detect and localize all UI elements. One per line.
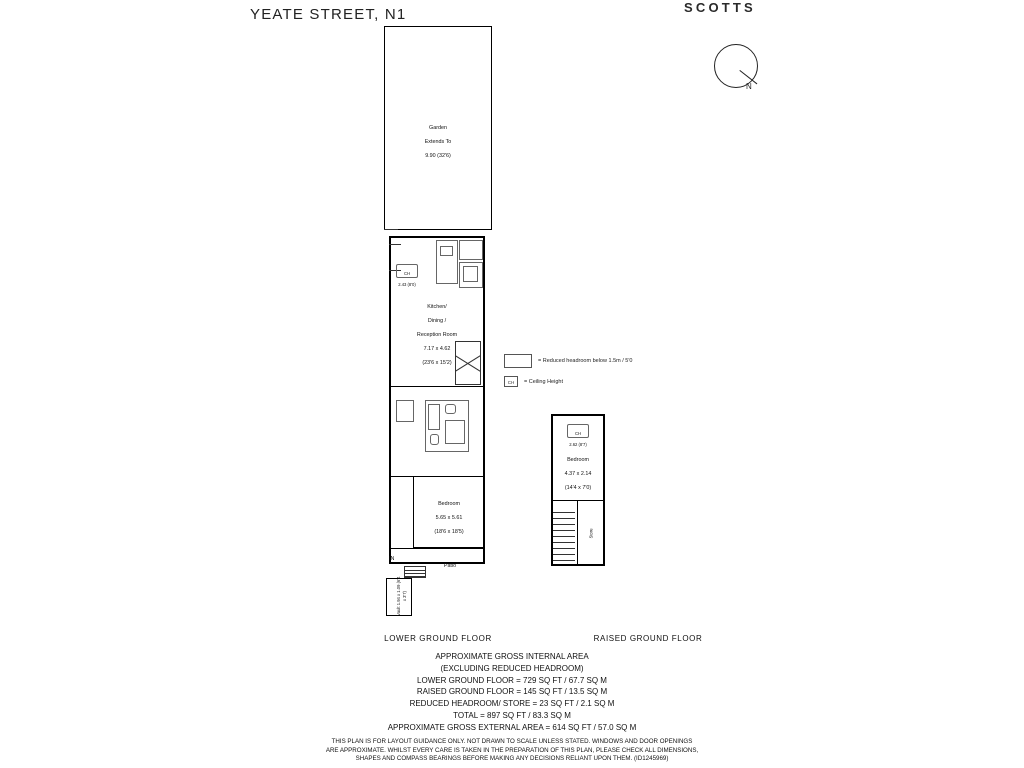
floor-caption-lower: LOWER GROUND FLOOR [384,634,492,643]
compass-north-label: N [746,82,752,91]
page-title: YEATE STREET, N1 [250,6,407,23]
key-row-reduced-headroom [504,354,744,368]
area-heading-1: APPROXIMATE GROSS INTERNAL AREA [435,652,589,661]
disclaimer-line-1: THIS PLAN IS FOR LAYOUT GUIDANCE ONLY. NOT DRAWN TO SCALE UNLESS STATED. WINDOWS AND DOOR OPENINGS [331,738,693,745]
garden-corner-line [384,229,398,230]
disclaimer [0,738,1024,764]
bedroom-raised-label: Bedroom 4.37 x 2.14 (14'4 x 7'0) [564,457,592,491]
wc-fitting [430,434,439,445]
ceiling-height-kitchen-label: CH 2.43 (8'0) [398,271,416,288]
area-summary [0,651,1024,734]
area-line-2: RAISED GROUND FLOOR = 145 SQ FT / 13.5 SQ M [416,687,608,697]
wall-internal-1 [389,236,485,238]
compass-icon [712,42,762,96]
cupboard-left [396,400,414,422]
reduced-headroom-text: = Reduced headroom below 1.5m / 5'0 [538,358,633,364]
ceiling-height-text: = Ceiling Height [524,378,563,385]
area-line-5: APPROXIMATE GROSS EXTERNAL AREA = 614 SQ FT / 57.0 SQ M [387,722,637,732]
wall-bay-projection [389,244,401,245]
wall-raised-internal [551,500,605,501]
wall-raised-store [577,500,578,566]
area-heading-2: (EXCLUDING REDUCED HEADROOM) [440,663,584,673]
area-line-3: REDUCED HEADROOM/ STORE = 23 SQ FT / 2.1 SQ M [409,699,615,709]
floor-caption-raised: RAISED GROUND FLOOR [593,634,703,643]
disclaimer-line-2: ARE APPROXIMATE. WHILST EVERY CARE IS TAKEN IN THE PREPARATION OF THIS PLAN, PLEASE CHECK ALL DIMENSIONS, [325,746,699,754]
stairs-raised-ground [553,506,575,564]
wall-internal-2 [389,386,485,387]
patio-label: Patio [443,563,457,569]
kitchen-sink [440,246,453,256]
front-steps [404,566,426,578]
kitchen-dining-reception-label: Kitchen/ Dining / Reception Room 7.17 x 4.62 (23'6 x 15'2) [416,304,458,366]
brand-logo: SCOTTS [684,0,756,15]
ceiling-height-swatch: CH [504,376,518,387]
kitchen-hob [463,266,478,282]
shower-fitting [445,420,465,444]
bath-fitting [428,404,440,430]
store-label: Store [589,528,594,539]
entrance-label: IN [389,556,395,562]
area-line-4: TOTAL = 897 SQ FT / 83.3 SQ M [453,710,571,720]
bedroom-lower-label: Bedroom 5.65 x 5.61 (18'6 x 18'5) [434,501,464,535]
disclaimer-line-3: SHAPES AND COMPASS BEARINGS BEFORE MAKING ANY DECISIONS RELIANT UPON THEM. (ID1245969) [355,755,669,763]
area-line-1: LOWER GROUND FLOOR = 729 SQ FT / 67.7 SQ M [417,675,607,685]
reduced-headroom-swatch [504,354,532,368]
ceiling-height-bedroom-label: CH 2.62 (8'7) [569,431,587,448]
basin-fitting [445,404,456,414]
plan-key [504,354,744,395]
vault-label: Vault 1.94 x 1.09 (6'4 x 3'7) [396,576,407,616]
garden-label: Garden Extends To 9.90 (32'6) [424,125,452,159]
kitchen-units-2 [459,240,483,260]
key-row-ceiling-height [504,376,744,387]
